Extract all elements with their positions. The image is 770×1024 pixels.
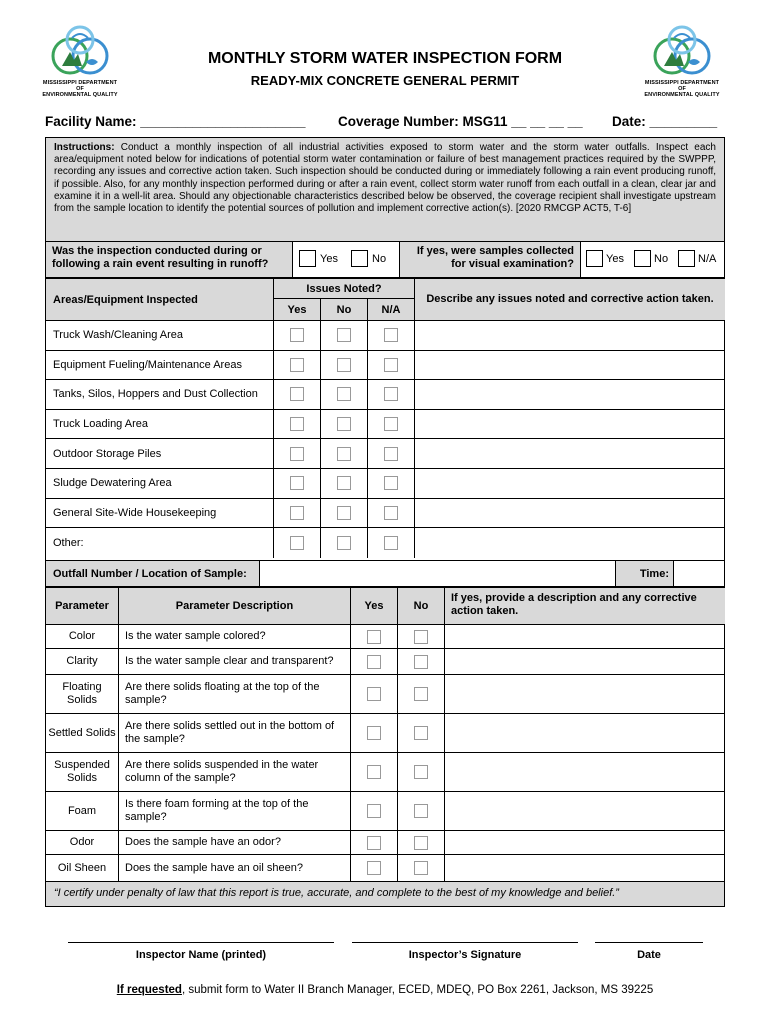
area-na-cell — [368, 439, 415, 469]
coverage-number-field[interactable]: Coverage Number: MSG11 __ __ __ __ — [338, 114, 583, 129]
param-name: Settled Solids — [46, 714, 119, 753]
inspector-name-line[interactable] — [68, 942, 334, 943]
param-yes-checkbox[interactable] — [367, 630, 381, 644]
param-no-checkbox[interactable] — [414, 765, 428, 779]
areas-table — [45, 278, 725, 561]
areas-header-yes: Yes — [274, 299, 321, 321]
footer-note — [0, 984, 770, 996]
area-yes-checkbox[interactable] — [290, 476, 304, 490]
area-no-checkbox[interactable] — [337, 417, 351, 431]
signature-date-line[interactable] — [595, 942, 703, 943]
area-na-cell — [368, 528, 415, 558]
param-no-checkbox[interactable] — [414, 861, 428, 875]
param-action-input[interactable] — [445, 855, 725, 881]
area-describe-input[interactable] — [415, 439, 725, 469]
param-action-input[interactable] — [445, 753, 725, 792]
param-no-cell — [398, 855, 445, 881]
param-yes-checkbox[interactable] — [367, 804, 381, 818]
param-description: Does the sample have an oil sheen? — [119, 855, 351, 881]
area-yes-checkbox[interactable] — [290, 387, 304, 401]
area-no-cell — [321, 321, 368, 351]
area-describe-input[interactable] — [415, 528, 725, 558]
param-description: Are there solids floating at the top of the sample? — [119, 675, 351, 714]
param-description: Are there solids settled out in the bottom of the sample? — [119, 714, 351, 753]
signature-date-label: Date — [637, 949, 661, 961]
samples-yes-label: Yes — [606, 253, 624, 265]
samples-question: If yes, were samples collected for visual examination? — [400, 242, 581, 278]
area-no-cell — [321, 469, 368, 499]
area-no-cell — [321, 351, 368, 381]
param-no-checkbox[interactable] — [414, 687, 428, 701]
param-action-input[interactable] — [445, 625, 725, 649]
outfall-input[interactable] — [260, 561, 616, 587]
inspector-signature-line[interactable] — [352, 942, 578, 943]
param-no-checkbox[interactable] — [414, 726, 428, 740]
instructions-box — [45, 137, 725, 242]
inspector-signature-label: Inspector’s Signature — [408, 949, 522, 961]
param-description: Is the water sample clear and transparent? — [119, 649, 351, 675]
areas-header-issues: Issues Noted? — [274, 279, 415, 299]
rain-no-checkbox[interactable] — [351, 250, 368, 267]
samples-na-checkbox[interactable] — [678, 250, 695, 267]
samples-no-label: No — [654, 253, 669, 265]
param-action-input[interactable] — [445, 792, 725, 831]
area-yes-cell — [274, 499, 321, 529]
certification-statement: “I certify under penalty of law that this report is true, accurate, and complete to the best of my knowledge and belief.” — [45, 881, 725, 907]
area-no-checkbox[interactable] — [337, 387, 351, 401]
area-describe-input[interactable] — [415, 499, 725, 529]
area-describe-input[interactable] — [415, 351, 725, 381]
logo-line1: MISSISSIPPI DEPARTMENT OF — [644, 80, 720, 92]
samples-na-label: N/A — [698, 253, 717, 265]
area-row-label: Equipment Fueling/Maintenance Areas — [46, 351, 274, 381]
area-na-cell — [368, 351, 415, 381]
date-field[interactable]: Date: _________ — [612, 114, 718, 129]
param-no-cell — [398, 792, 445, 831]
area-na-checkbox[interactable] — [384, 358, 398, 372]
param-yes-cell — [351, 675, 398, 714]
facility-name-field[interactable]: Facility Name: ______________________ — [45, 114, 306, 129]
param-yes-cell — [351, 753, 398, 792]
instructions-text: Conduct a monthly inspection of all industrial activities exposed to storm water and the storm water outfalls. Inspect each area/equipment noted below for indications of potential storm water contamination or failure of best management practices required by the SWPPP, recording any issues and corrective action taken. Such inspection should be conducted during or immediately following a rain event producing runoff, if possible. Also, for any monthly inspection performed during or after a rain event, collect storm water runoff from each outfall in a clean, clear jar and examine it in a well-lit area. Should any objectionable characteristics described below be observed, the coverage recipient shall investigate upstream from the sample location to identify the potential sources of pollution and implement corrective action(s). [2020 RMCGP ACT5, T-6] — [54, 142, 716, 215]
time-label: Time: — [616, 561, 674, 587]
param-no-cell — [398, 675, 445, 714]
param-header-yes: Yes — [351, 588, 398, 625]
area-row-label: Tanks, Silos, Hoppers and Dust Collection — [46, 380, 274, 410]
param-name: Oil Sheen — [46, 855, 119, 881]
logo-line2: ENVIRONMENTAL QUALITY — [644, 92, 720, 98]
area-yes-cell — [274, 321, 321, 351]
param-yes-cell — [351, 831, 398, 855]
area-no-cell — [321, 380, 368, 410]
samples-yes-checkbox[interactable] — [586, 250, 603, 267]
param-no-cell — [398, 625, 445, 649]
param-header-action: If yes, provide a description and any corrective action taken. — [445, 588, 725, 625]
outfall-row — [45, 560, 725, 588]
form-subtitle: READY-MIX CONCRETE GENERAL PERMIT — [250, 73, 520, 88]
param-yes-checkbox[interactable] — [367, 861, 381, 875]
logo-line1: MISSISSIPPI DEPARTMENT OF — [42, 80, 118, 92]
areas-header-area: Areas/Equipment Inspected — [46, 279, 274, 321]
area-na-cell — [368, 321, 415, 351]
param-no-cell — [398, 831, 445, 855]
area-yes-checkbox[interactable] — [290, 536, 304, 550]
area-yes-checkbox[interactable] — [290, 417, 304, 431]
area-describe-input[interactable] — [415, 410, 725, 440]
area-yes-checkbox[interactable] — [290, 447, 304, 461]
time-input[interactable] — [674, 561, 725, 587]
area-na-cell — [368, 380, 415, 410]
areas-header-na: N/A — [368, 299, 415, 321]
param-action-input[interactable] — [445, 831, 725, 855]
area-no-checkbox[interactable] — [337, 358, 351, 372]
param-no-cell — [398, 714, 445, 753]
area-no-checkbox[interactable] — [337, 328, 351, 342]
param-action-input[interactable] — [445, 714, 725, 753]
param-no-cell — [398, 753, 445, 792]
areas-header-describe: Describe any issues noted and corrective action taken. — [415, 279, 725, 321]
area-na-checkbox[interactable] — [384, 476, 398, 490]
area-row-label: Outdoor Storage Piles — [46, 439, 274, 469]
logo-line2: ENVIRONMENTAL QUALITY — [42, 92, 118, 98]
param-name: Floating Solids — [46, 675, 119, 714]
param-action-input[interactable] — [445, 675, 725, 714]
param-header-parameter: Parameter — [46, 588, 119, 625]
area-row-label: Truck Loading Area — [46, 410, 274, 440]
area-no-cell — [321, 410, 368, 440]
area-na-checkbox[interactable] — [384, 536, 398, 550]
param-yes-cell — [351, 625, 398, 649]
param-name: Suspended Solids — [46, 753, 119, 792]
param-yes-checkbox[interactable] — [367, 655, 381, 669]
param-name: Odor — [46, 831, 119, 855]
param-header-no: No — [398, 588, 445, 625]
form-title: MONTHLY STORM WATER INSPECTION FORM — [207, 50, 563, 67]
outfall-label: Outfall Number / Location of Sample: — [46, 561, 260, 587]
samples-no-checkbox[interactable] — [634, 250, 651, 267]
param-yes-cell — [351, 792, 398, 831]
param-yes-cell — [351, 714, 398, 753]
rain-event-answer — [293, 242, 400, 278]
area-describe-input[interactable] — [415, 380, 725, 410]
area-no-checkbox[interactable] — [337, 476, 351, 490]
param-action-input[interactable] — [445, 649, 725, 675]
area-row-label: General Site-Wide Housekeeping — [46, 499, 274, 529]
param-no-checkbox[interactable] — [414, 630, 428, 644]
area-yes-checkbox[interactable] — [290, 328, 304, 342]
rain-event-question: Was the inspection conducted during or following a rain event resulting in runoff? — [46, 242, 293, 278]
rain-yes-label: Yes — [320, 253, 338, 265]
param-no-checkbox[interactable] — [414, 655, 428, 669]
area-row-label: Sludge Dewatering Area — [46, 469, 274, 499]
param-description: Are there solids suspended in the water column of the sample? — [119, 753, 351, 792]
area-na-checkbox[interactable] — [384, 387, 398, 401]
area-describe-input[interactable] — [415, 321, 725, 351]
area-no-checkbox[interactable] — [337, 506, 351, 520]
area-na-checkbox[interactable] — [384, 506, 398, 520]
area-no-cell — [321, 528, 368, 558]
area-yes-checkbox[interactable] — [290, 358, 304, 372]
param-yes-checkbox[interactable] — [367, 687, 381, 701]
area-no-checkbox[interactable] — [337, 536, 351, 550]
area-yes-cell — [274, 439, 321, 469]
area-no-checkbox[interactable] — [337, 447, 351, 461]
param-yes-cell — [351, 855, 398, 881]
area-na-cell — [368, 410, 415, 440]
param-name: Foam — [46, 792, 119, 831]
param-header-description: Parameter Description — [119, 588, 351, 625]
area-na-checkbox[interactable] — [384, 328, 398, 342]
rain-yes-checkbox[interactable] — [299, 250, 316, 267]
area-na-cell — [368, 469, 415, 499]
area-na-checkbox[interactable] — [384, 447, 398, 461]
param-yes-checkbox[interactable] — [367, 765, 381, 779]
param-description: Does the sample have an odor? — [119, 831, 351, 855]
rain-no-label: No — [372, 253, 387, 265]
area-no-cell — [321, 499, 368, 529]
area-yes-cell — [274, 528, 321, 558]
area-na-cell — [368, 499, 415, 529]
param-no-checkbox[interactable] — [414, 804, 428, 818]
area-describe-input[interactable] — [415, 469, 725, 499]
area-row-label: Other: — [46, 528, 274, 558]
area-row-label: Truck Wash/Cleaning Area — [46, 321, 274, 351]
area-yes-cell — [274, 410, 321, 440]
areas-header-no: No — [321, 299, 368, 321]
area-yes-cell — [274, 469, 321, 499]
param-yes-checkbox[interactable] — [367, 836, 381, 850]
param-no-checkbox[interactable] — [414, 836, 428, 850]
parameters-table — [45, 587, 725, 882]
param-name: Clarity — [46, 649, 119, 675]
samples-answer — [581, 242, 724, 278]
param-description: Is there foam forming at the top of the sample? — [119, 792, 351, 831]
instructions-label: Instructions: — [54, 142, 115, 153]
param-description: Is the water sample colored? — [119, 625, 351, 649]
param-yes-checkbox[interactable] — [367, 726, 381, 740]
param-yes-cell — [351, 649, 398, 675]
area-no-cell — [321, 439, 368, 469]
footer-requested: If requested — [116, 984, 182, 996]
footer-text: , submit form to Water II Branch Manager, ECED, MDEQ, PO Box 2261, Jackson, MS 39225 — [181, 984, 654, 996]
area-yes-cell — [274, 380, 321, 410]
param-no-cell — [398, 649, 445, 675]
inspector-name-label: Inspector Name (printed) — [135, 949, 267, 961]
area-na-checkbox[interactable] — [384, 417, 398, 431]
area-yes-cell — [274, 351, 321, 381]
area-yes-checkbox[interactable] — [290, 506, 304, 520]
param-name: Color — [46, 625, 119, 649]
